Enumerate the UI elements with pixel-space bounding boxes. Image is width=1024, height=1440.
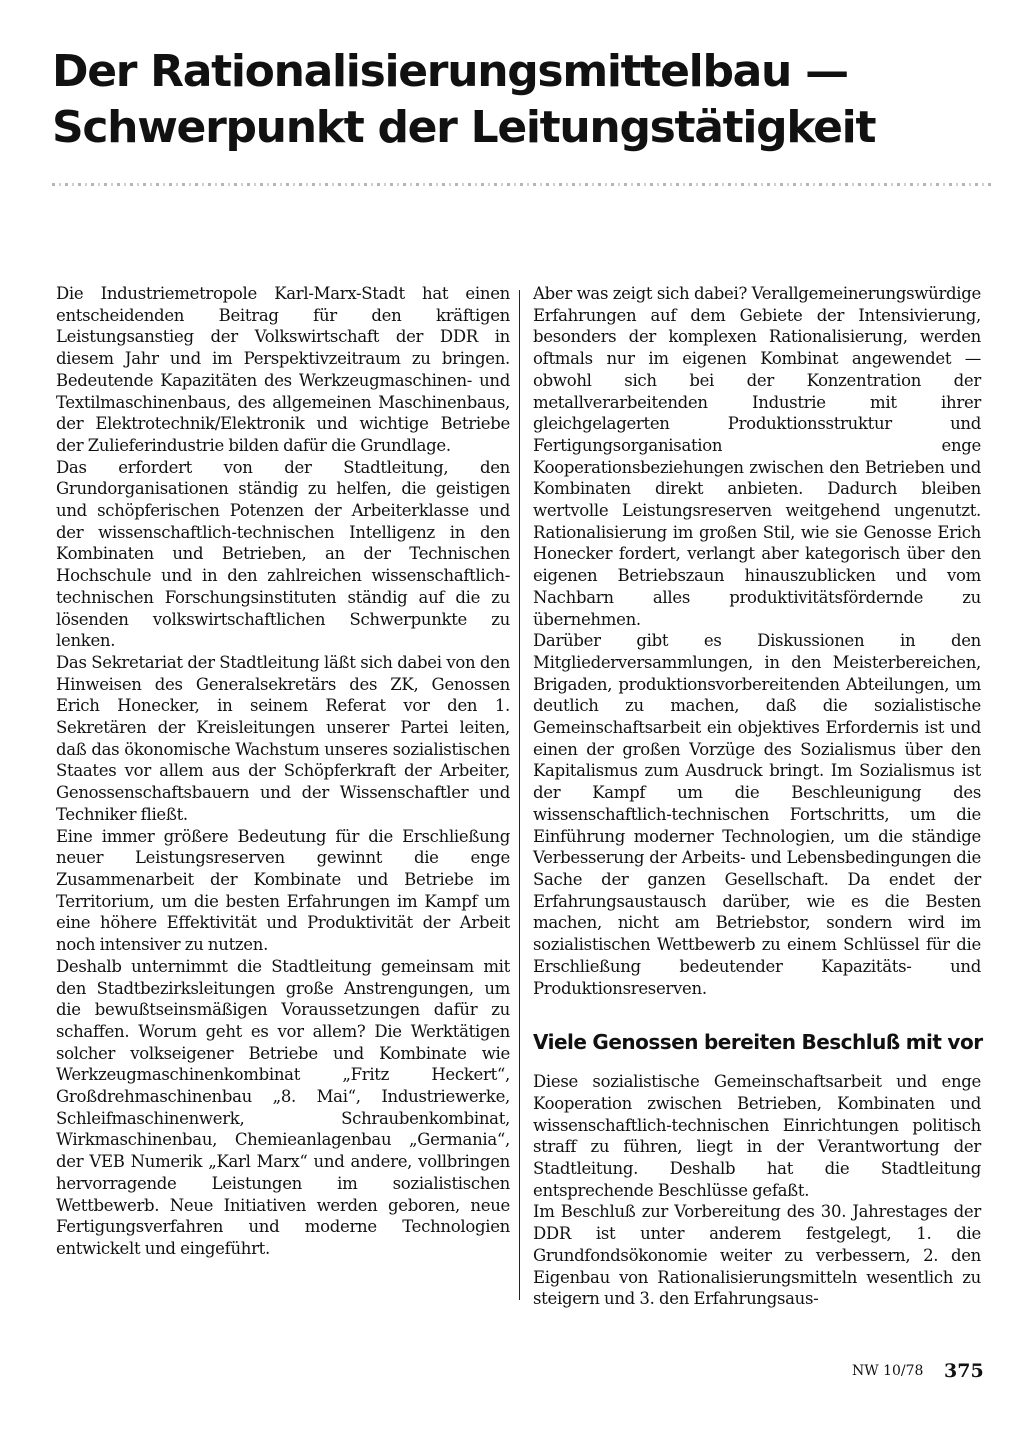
column-divider (519, 290, 520, 1300)
paragraph: Eine immer größere Bedeutung für die Erschließung neuer Leistungsreserven gewinnt die enge Zusammenarbeit der Kombinate und Betriebe im Territorium, um die besten Erfahrungen im Kampf um eine höhere Effektivität und Produktivität der Arbeit noch intensiver zu nutzen. (56, 826, 510, 955)
paragraph: Aber was zeigt sich dabei? Verallgemeinerungswürdige Erfahrungen auf dem Gebiete der Intensivierung, besonders der komplexen Rationalisierung, werden oftmals nur im eigenen Kombinat angewendet — obwohl sich bei der Konzentration der metallverarbeitenden Industrie mit ihrer gleichgelagerten Produktionsstruktur und Fertigungsorganisation enge Kooperationsbeziehungen zwischen den Betrieben und Kombinaten direkt anbieten. Dadurch bleiben wertvolle Leistungsreserven weitgehend ungenutzt. Rationalisierung im großen Stil, wie sie Genosse Erich Honecker fordert, verlangt aber kategorisch über den eigenen Betriebszaun hinauszublicken und vom Nachbarn alles produktivitätsfördernde zu übernehmen. (533, 284, 981, 629)
left-column (56, 283, 510, 1260)
paragraph: Im Beschluß zur Vorbereitung des 30. Jahrestages der DDR ist unter anderem festgelegt, 1. die Grundfondsökonomie weiter zu verbessern, 2. den Eigenbau von Rationalisierungsmitteln wesentlich zu steigern und 3. den Erfahrungsaus- (533, 1202, 981, 1309)
paragraph: Die Industriemetropole Karl-Marx-Stadt hat einen entscheidenden Beitrag für den kräftigen Leistungsanstieg der Volkswirtschaft der DDR in diesem Jahr und im Perspektivzeitraum zu bringen. Bedeutende Kapazitäten des Werkzeugmaschinen- und Textilmaschinenbaus, des allgemeinen Maschinenbaus, der Elektrotechnik/Elektronik und wichtige Betriebe der Zulieferindustrie bilden dafür die Grundlage. (56, 284, 510, 455)
paragraph: Deshalb unternimmt die Stadtleitung gemeinsam mit den Stadtbezirksleitungen große Anstrengungen, um die bewußtseinsmäßigen Voraussetzungen dafür zu schaffen. Worum geht es vor allem? Die Werktätigen solcher volkseigener Betriebe und Kombinate wie Werkzeugmaschinenkombinat „Fritz Heckert“, Großdrehmaschinenbau „8. Mai“, Industriewerke, Schleifmaschinenwerk, Schraubenkombinat, Wirkmaschinenbau, Chemieanlagenbau „Germania“, der VEB Numerik „Karl Marx“ und andere, vollbringen hervorragende Leistungen im sozialistischen Wettbewerb. Neue Initiativen werden geboren, neue Fertigungsverfahren und moderne Technologien entwickelt und eingeführt. (56, 956, 510, 1258)
section-subheading: Viele Genossen bereiten Beschluß mit vor (533, 1030, 983, 1055)
title-line-2: Schwerpunkt der Leitungstätigkeit (52, 102, 876, 153)
page-number: 375 (944, 1360, 984, 1382)
decorative-rule (52, 183, 992, 186)
article-title (52, 44, 992, 156)
right-column (533, 283, 981, 1310)
title-line-1: Der Rationalisierungsmittelbau — (52, 46, 848, 97)
paragraph: Darüber gibt es Diskussionen in den Mitgliederversammlungen, in den Meisterbereichen, Brigaden, produktionsvorbereitenden Abteilungen, um deutlich zu machen, daß die sozialistische Gemeinschaftsarbeit ein objektives Erfordernis ist und einen der großen Vorzüge des Sozialismus über den Kapitalismus zum Ausdruck bringt. Im Sozialismus ist der Kampf um die Beschleunigung des wissenschaftlich-technischen Fortschritts, um die Einführung moderner Technologien, um die ständige Verbesserung der Arbeits- und Lebensbedingungen die Sache der ganzen Gesellschaft. Da endet der Erfahrungsaustausch darüber, wie es die Besten machen, nicht am Betriebstor, sondern wird im sozialistischen Wettbewerb zu einem Schlüssel für die Erschließung bedeutender Kapazitäts- und Produktionsreserven. (533, 631, 981, 998)
paragraph: Das erfordert von der Stadtleitung, den Grundorganisationen ständig zu helfen, die geistigen und schöpferischen Potenzen der Arbeiterklasse und der wissenschaftlich-technischen Intelligenz in den Kombinaten und Betrieben, an der Technischen Hochschule und in den zahlreichen wissenschaftlich-technischen Forschungsinstituten ständig auf die zu lösenden volkswirtschaftlichen Schwerpunkte zu lenken. (56, 457, 510, 651)
paragraph: Das Sekretariat der Stadtleitung läßt sich dabei von den Hinweisen des Generalsekretärs des ZK, Genossen Erich Honecker, in seinem Referat vor den 1. Sekretären der Kreisleitungen unserer Partei leiten, daß das ökonomische Wachstum unseres sozialistischen Staates vor allem aus der Schöpferkraft der Arbeiter, Genossenschaftsbauern und der Wissenschaftler und Techniker fließt. (56, 652, 510, 824)
paragraph: Diese sozialistische Gemeinschaftsarbeit und enge Kooperation zwischen Betrieben, Kombinaten und wissenschaftlich-technischen Einrichtungen politisch straff zu führen, liegt in der Verantwortung der Stadtleitung. Deshalb hat die Stadtleitung entsprechende Beschlüsse gefaßt. (533, 1072, 981, 1200)
issue-label: NW 10/78 (852, 1363, 924, 1379)
